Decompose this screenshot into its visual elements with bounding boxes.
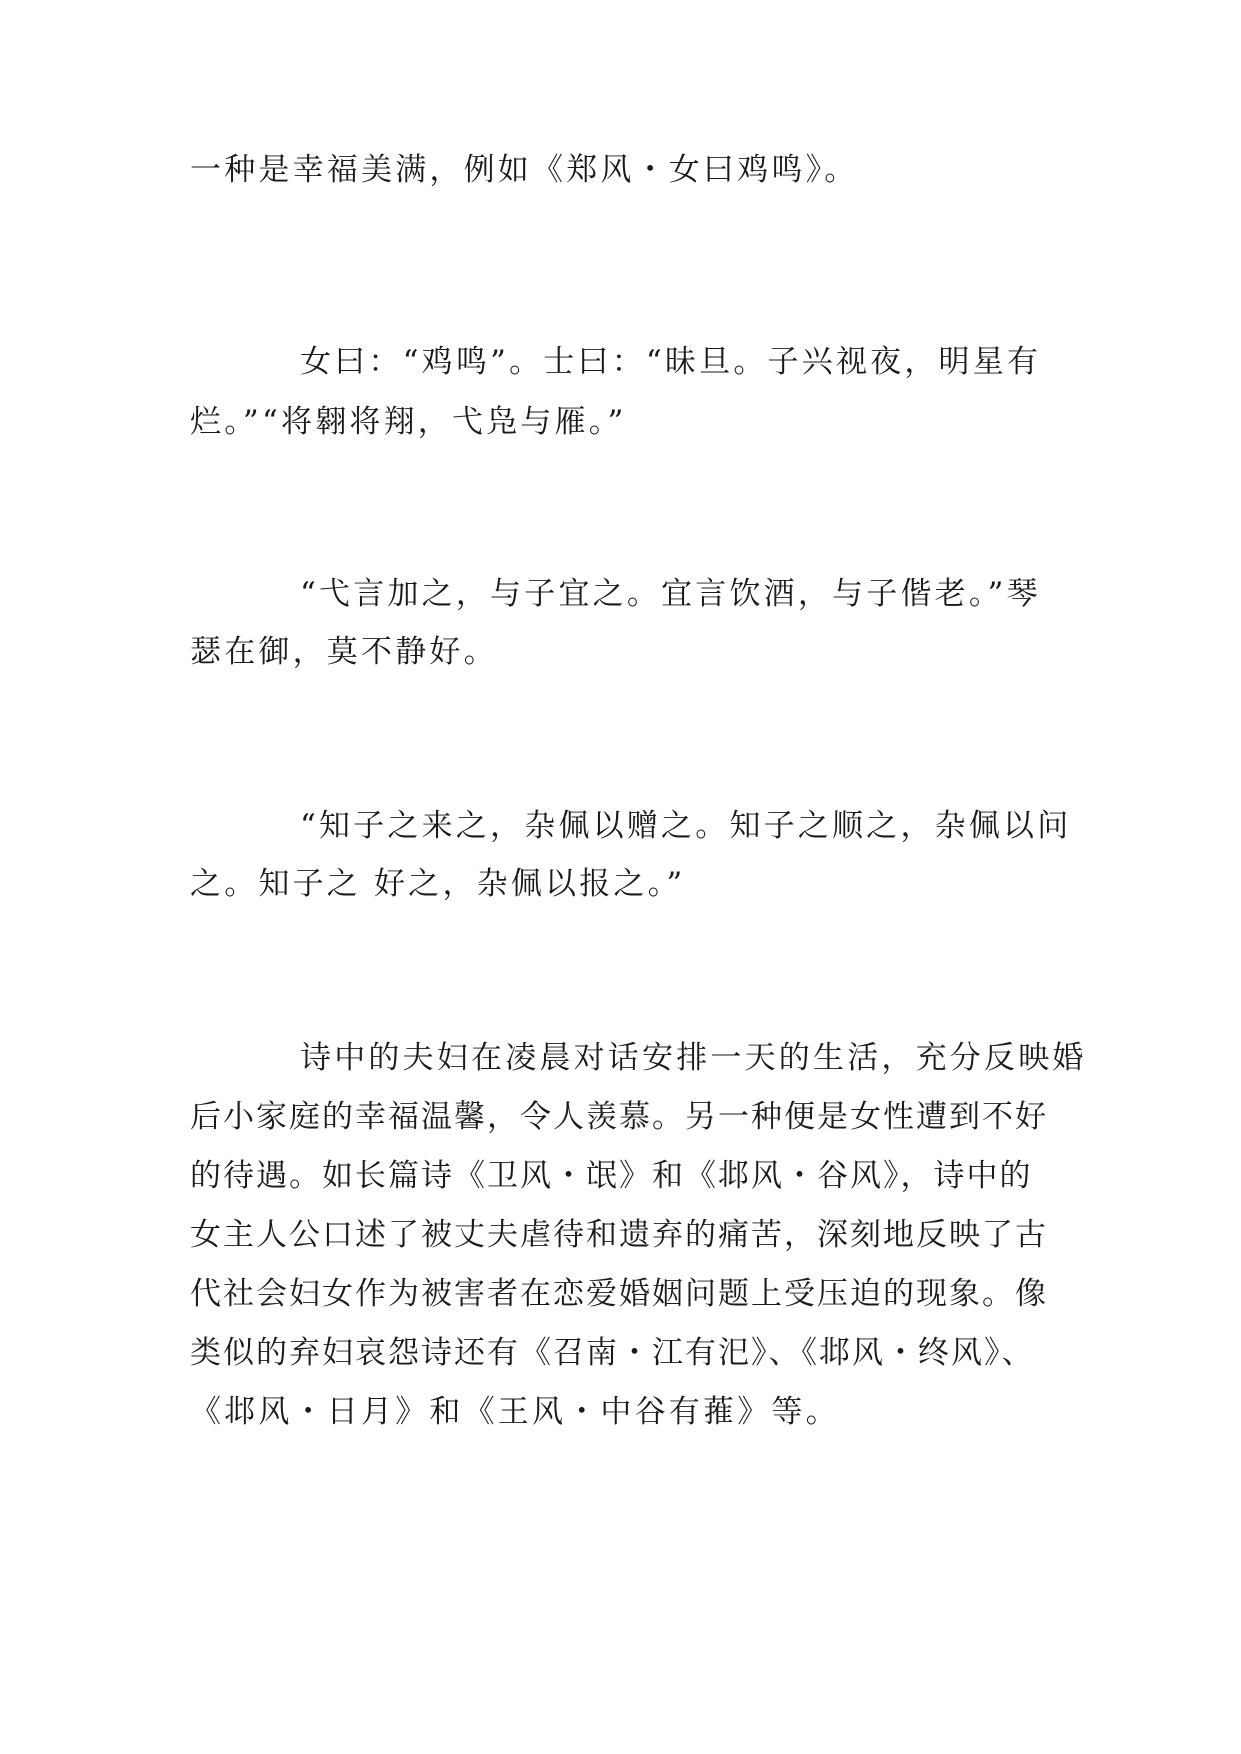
- text-line: 类似的弃妇哀怨诗还有《召南・江有汜》、《邶风・终风》、: [190, 1335, 1035, 1371]
- text-line: 瑟在御，莫不静好。: [190, 634, 498, 670]
- text-line: 《邶风・日月》和《王风・中谷有蓷》等。: [190, 1394, 840, 1430]
- text-line: “知子之来之，杂佩以赠之。知子之顺之，杂佩以问: [300, 808, 1072, 844]
- text-line: 女主人公口述了被丈夫虐待和遗弃的痛苦，深刻地反映了古: [190, 1217, 1048, 1253]
- text-line: 诗中的夫妇在凌晨对话安排一天的生活，充分反映婚: [300, 1040, 1087, 1076]
- text-line: 烂。”“将翱将翔，弋凫与雁。”: [190, 404, 627, 440]
- text-line: 女曰：“鸡鸣”。士曰：“昧旦。子兴视夜，明星有: [300, 344, 1042, 380]
- text-line: 之。知子之 好之，杂佩以报之。”: [190, 866, 686, 902]
- text-line: 一种是幸福美满，例如《郑风・女曰鸡鸣》。: [190, 152, 859, 188]
- text-line: 的待遇。如长篇诗《卫风・氓》和《邶风・谷风》，诗中的: [190, 1158, 1033, 1194]
- text-line: “弋言加之，与子宜之。宜言饮酒，与子偕老。”琴: [300, 576, 1041, 612]
- text-line: 代社会妇女作为被害者在恋爱婚姻问题上受压迫的现象。像: [190, 1276, 1048, 1312]
- text-line: 后小家庭的幸福温馨，令人羡慕。另一种便是女性遭到不好: [190, 1099, 1048, 1135]
